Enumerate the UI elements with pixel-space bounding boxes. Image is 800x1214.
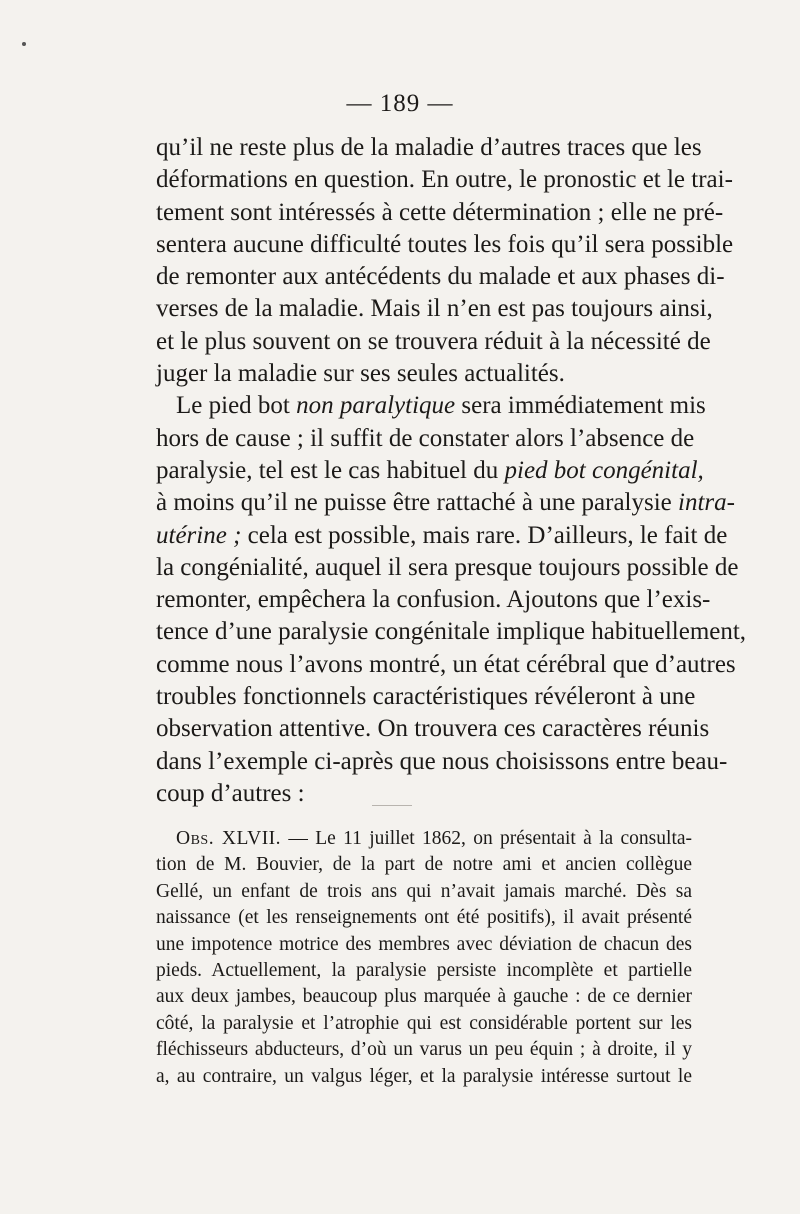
- text-line: remonter, empêchera la confusion. Ajoutons que l’exis-: [156, 586, 711, 614]
- text-segment: Le pied bot: [176, 392, 297, 420]
- main-text: [156, 132, 747, 810]
- text-segment: sera immédiatement mis: [455, 392, 706, 420]
- text-line: dans l’exemple ci-après que nous choisissons entre beau-: [156, 747, 728, 775]
- italic-term: utérine ;: [156, 521, 242, 549]
- text-segment: cela est possible, mais rare. D’ailleurs, le fait de: [241, 521, 728, 549]
- text-segment: paralysie, tel est le cas habituel du: [156, 456, 505, 484]
- note-line: a, au contraire, un valgus léger, et la paralysie intéresse surtout le: [156, 1065, 692, 1087]
- note-line: côté, la paralysie et l’atrophie qui est considérable portent sur les: [156, 1012, 692, 1034]
- text-line: [156, 520, 728, 552]
- text-segment: — Le 11 juillet 1862, on présentait à la consulta-: [281, 828, 693, 849]
- note-line: Gellé, un enfant de trois ans qui n’avait jamais marché. Dès sa: [156, 880, 692, 902]
- italic-term: non paralytique: [296, 392, 456, 420]
- text-segment: à moins qu’il ne puisse être rattaché à une paralysie: [156, 489, 679, 517]
- text-line: sentera aucune difficulté toutes les fois qu’il sera possible: [156, 230, 734, 258]
- text-line: la congénialité, auquel il sera presque toujours possible de: [156, 553, 739, 581]
- observation-label: Obs. XLVII.: [176, 828, 282, 849]
- observation-note: [156, 826, 692, 1090]
- text-line: [156, 455, 704, 487]
- note-line: fléchisseurs abducteurs, d’où un varus un peu équin ; à droite, il y: [156, 1039, 692, 1061]
- page-number: — 189 —: [346, 90, 454, 117]
- text-line: [156, 487, 735, 519]
- text-line: verses de la maladie. Mais il n’en est pas toujours ainsi,: [156, 295, 713, 323]
- text-line: [156, 390, 706, 422]
- text-line: troubles fonctionnels caractéristiques révéleront à une: [156, 683, 696, 711]
- text-line: juger la maladie sur ses seules actualités.: [156, 360, 565, 388]
- text-line: déformations en question. En outre, le pronostic et le trai-: [156, 166, 733, 194]
- text-line: coup d’autres :: [156, 779, 305, 807]
- section-divider: [372, 805, 412, 806]
- text-line: qu’il ne reste plus de la maladie d’autres traces que les: [156, 134, 702, 161]
- text-line: comme nous l’avons montré, un état cérébral que d’autres: [156, 650, 736, 678]
- text-line: et le plus souvent on se trouvera réduit à la nécessité de: [156, 327, 711, 355]
- text-line: observation attentive. On trouvera ces caractères réunis: [156, 715, 710, 743]
- note-line: une impotence motrice des membres avec déviation de chacun des: [156, 933, 692, 955]
- text-line: hors de cause ; il suffit de constater alors l’absence de: [156, 424, 695, 452]
- note-line: tion de M. Bouvier, de la part de notre ami et ancien collègue: [156, 854, 692, 876]
- italic-term: intra-: [678, 489, 735, 517]
- note-line: naissance (et les renseignements ont été positifs), il avait présenté: [156, 907, 692, 929]
- print-speck: [22, 42, 26, 46]
- note-line: aux deux jambes, beaucoup plus marquée à gauche : de ce dernier: [156, 986, 692, 1008]
- note-line: [156, 826, 692, 852]
- note-line: pieds. Actuellement, la paralysie persiste incomplète et partielle: [156, 959, 692, 981]
- text-line: tence d’une paralysie congénitale implique habituellement,: [156, 618, 747, 646]
- text-line: de remonter aux antécédents du malade et aux phases di-: [156, 263, 725, 291]
- text-line: tement sont intéressés à cette détermination ; elle ne pré-: [156, 198, 724, 226]
- italic-term: pied bot congénital,: [504, 456, 704, 484]
